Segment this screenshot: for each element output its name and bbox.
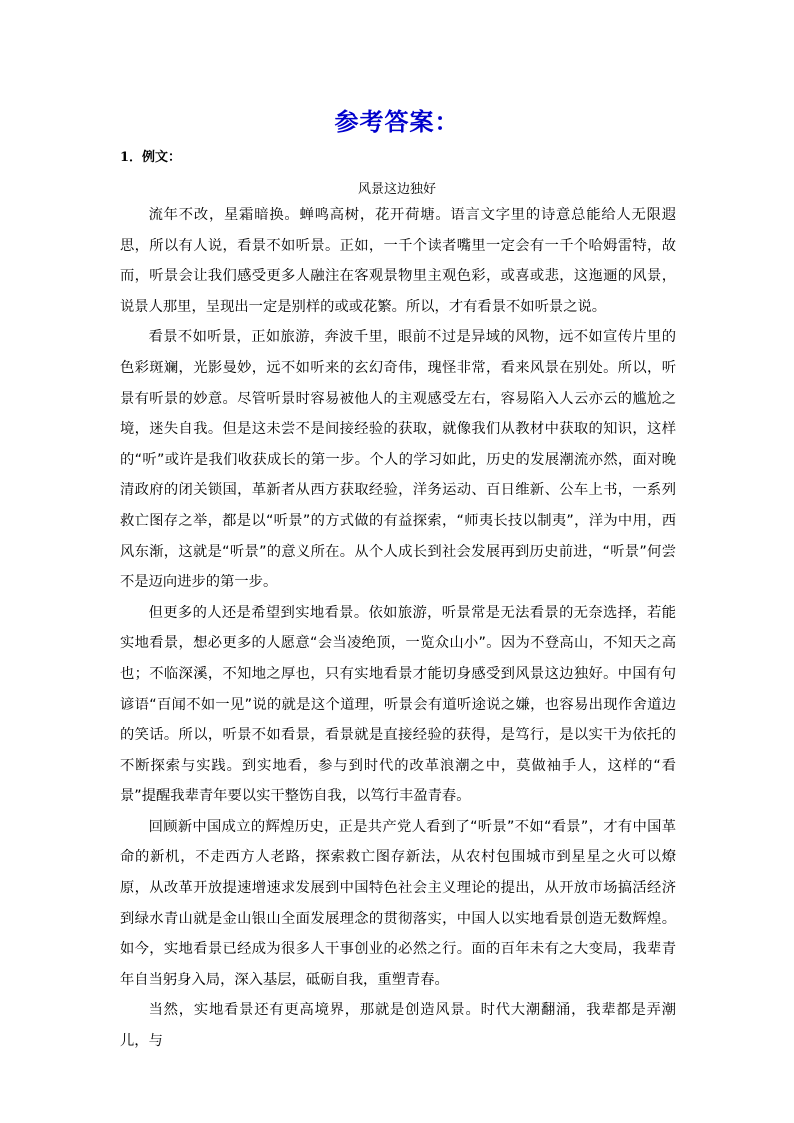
question-number: 1．例文： <box>120 150 182 165</box>
page-title: 参考答案： <box>334 107 460 136</box>
essay-body <box>120 200 676 1057</box>
essay-paragraph: 回顾新中国成立的辉煌历史，正是共产党人看到了“听景”不如“看景”，才有中国革命的新机，不走西方人老路，探索救亡图存新法，从农村包围城市到星星之火可以燎原，从改革开放提速增速求发展到中国特色社会主义理论的提出，从开放市场搞活经济到绿水青山就是金山银山全面发展理念的贯彻落实，中国人以实地看景创造无数辉煌。如今，实地看景已经成为很多人干事创业的必然之行。面的百年未有之大变局，我辈青年自当躬身入局，深入基层，砥砺自我，重塑青春。 <box>120 818 676 988</box>
essay-paragraph: 但更多的人还是希望到实地看景。依如旅游，听景常是无法看景的无奈选择，若能实地看景，想必更多的人愿意“会当凌绝顶，一览众山小”。因为不登高山，不知天之高也；不临深溪，不知地之厚也，只有实地看景才能切身感受到风景这边独好。中国有句谚语“百闻不如一见”说的就是这个道理，听景会有道听途说之嫌，也容易出现作舍道边的笑话。所以，听景不如看景，看景就是直接经验的获得，是笃行，是以实干为依托的不断探索与实践。到实地看，参与到时代的改革浪潮之中，莫做袖手人，这样的“看景”提醒我辈青年要以实干整饬自我，以笃行丰盈青春。 <box>120 604 676 805</box>
essay-paragraph: 流年不改，星霜暗换。蝉鸣高树，花开荷塘。语言文字里的诗意总能给人无限遐思，所以有人说，看景不如听景。正如，一千个读者嘴里一定会有一千个哈姆雷特，故而，听景会让我们感受更多人融注在客观景物里主观色彩，或喜或悲，这迤逦的风景，说景人那里，呈现出一定是别样的或或花繁。所以，才有看景不如听景之说。 <box>120 207 676 315</box>
essay-paragraph: 当然，实地看景还有更高境界，那就是创造风景。时代大潮翻涌，我辈都是弄潮儿，与 <box>120 1002 676 1050</box>
essay-paragraph: 看景不如听景，正如旅游，奔波千里，眼前不过是异域的风物，远不如宣传片里的色彩斑斓，光影曼妙，远不如听来的玄幻奇伟，瑰怪非常，看来风景在别处。所以，听景有听景的妙意。尽管听景时容易被他人的主观感受左右，容易陷入人云亦云的尴尬之境，迷失自我。但是这未尝不是间接经验的获取，就像我们从教材中获取的知识，这样的“听”或许是我们收获成长的第一步。个人的学习如此，历史的发展潮流亦然，面对晚清政府的闭关锁国，革新者从西方获取经验，洋务运动、百日维新、公车上书，一系列救亡图存之举，都是以“听景”的方式做的有益探索，“师夷长技以制夷”，洋为中用，西风东渐，这就是“听景”的意义所在。从个人成长到社会发展再到历史前进，“听景”何尝不是迈向进步的第一步。 <box>120 329 676 591</box>
essay-title: 风景这边独好 <box>357 182 436 197</box>
